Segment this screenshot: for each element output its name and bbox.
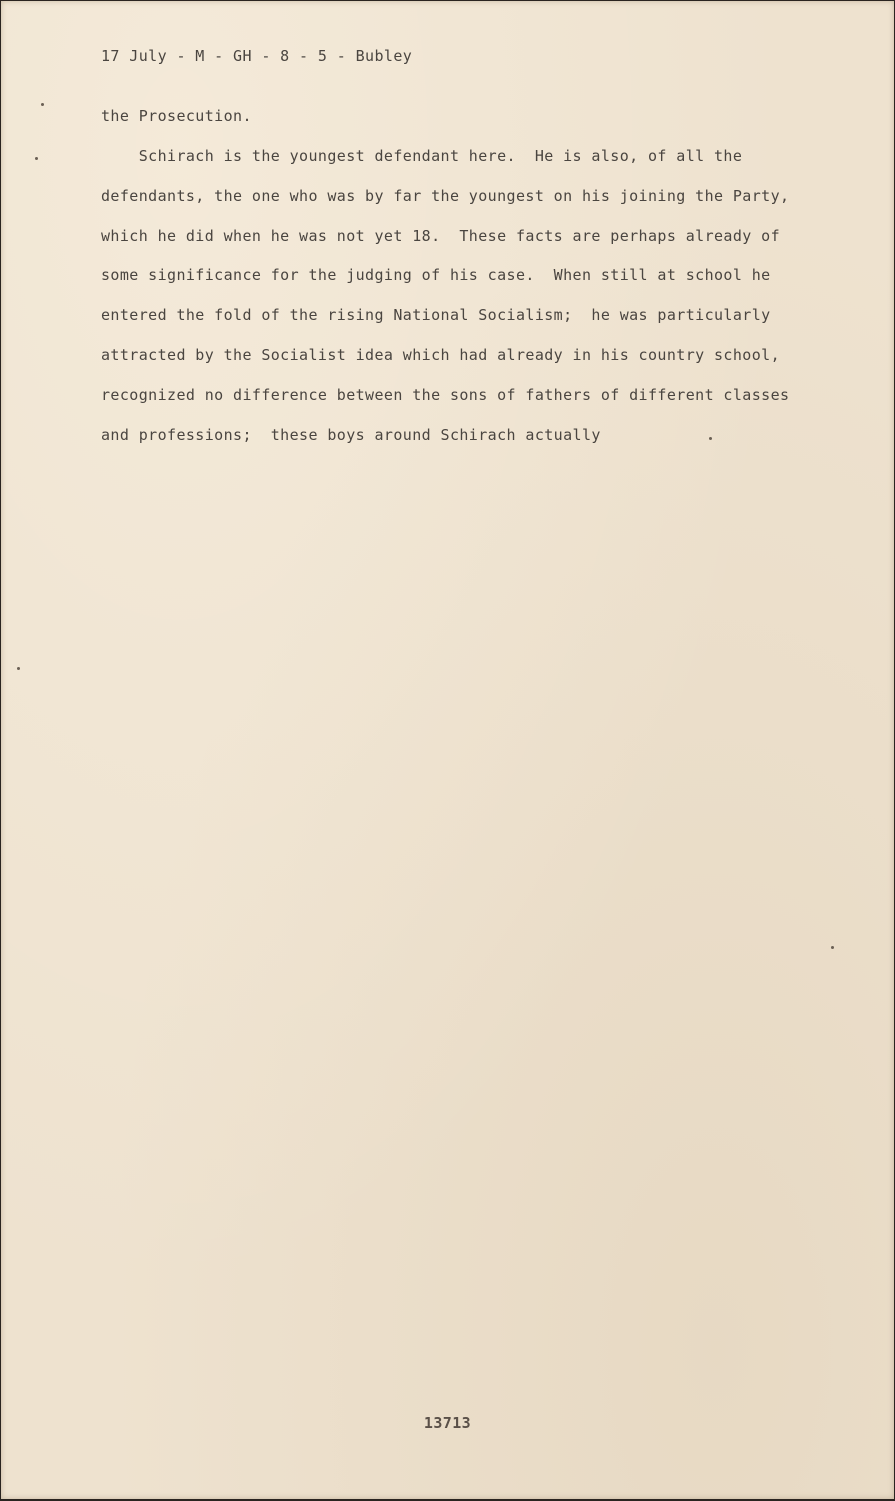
paper-speck <box>709 437 712 440</box>
text-line: attracted by the Socialist idea which had already in his country school, <box>101 346 781 364</box>
text-line: the Prosecution. <box>101 107 252 125</box>
page-header: 17 July - M - GH - 8 - 5 - Bubley <box>101 47 413 65</box>
text-line: some significance for the judging of his case. When still at school he <box>101 266 771 284</box>
paper-speck <box>17 667 20 670</box>
paper-speck <box>35 157 38 160</box>
document-page <box>1 1 894 1499</box>
text-line: entered the fold of the rising National Socialism; he was particularly <box>101 306 771 324</box>
paper-speck <box>41 103 44 106</box>
text-line: and professions; these boys around Schirach actually <box>101 426 601 444</box>
text-line: which he did when he was not yet 18. These facts are perhaps already of <box>101 227 781 245</box>
text-line: Schirach is the youngest defendant here. He is also, of all the <box>101 147 743 165</box>
paper-speck <box>831 946 834 949</box>
page-number: 13713 <box>423 1414 472 1432</box>
text-line: defendants, the one who was by far the youngest on his joining the Party, <box>101 187 790 205</box>
text-line: recognized no difference between the sons of fathers of different classes <box>101 386 790 404</box>
